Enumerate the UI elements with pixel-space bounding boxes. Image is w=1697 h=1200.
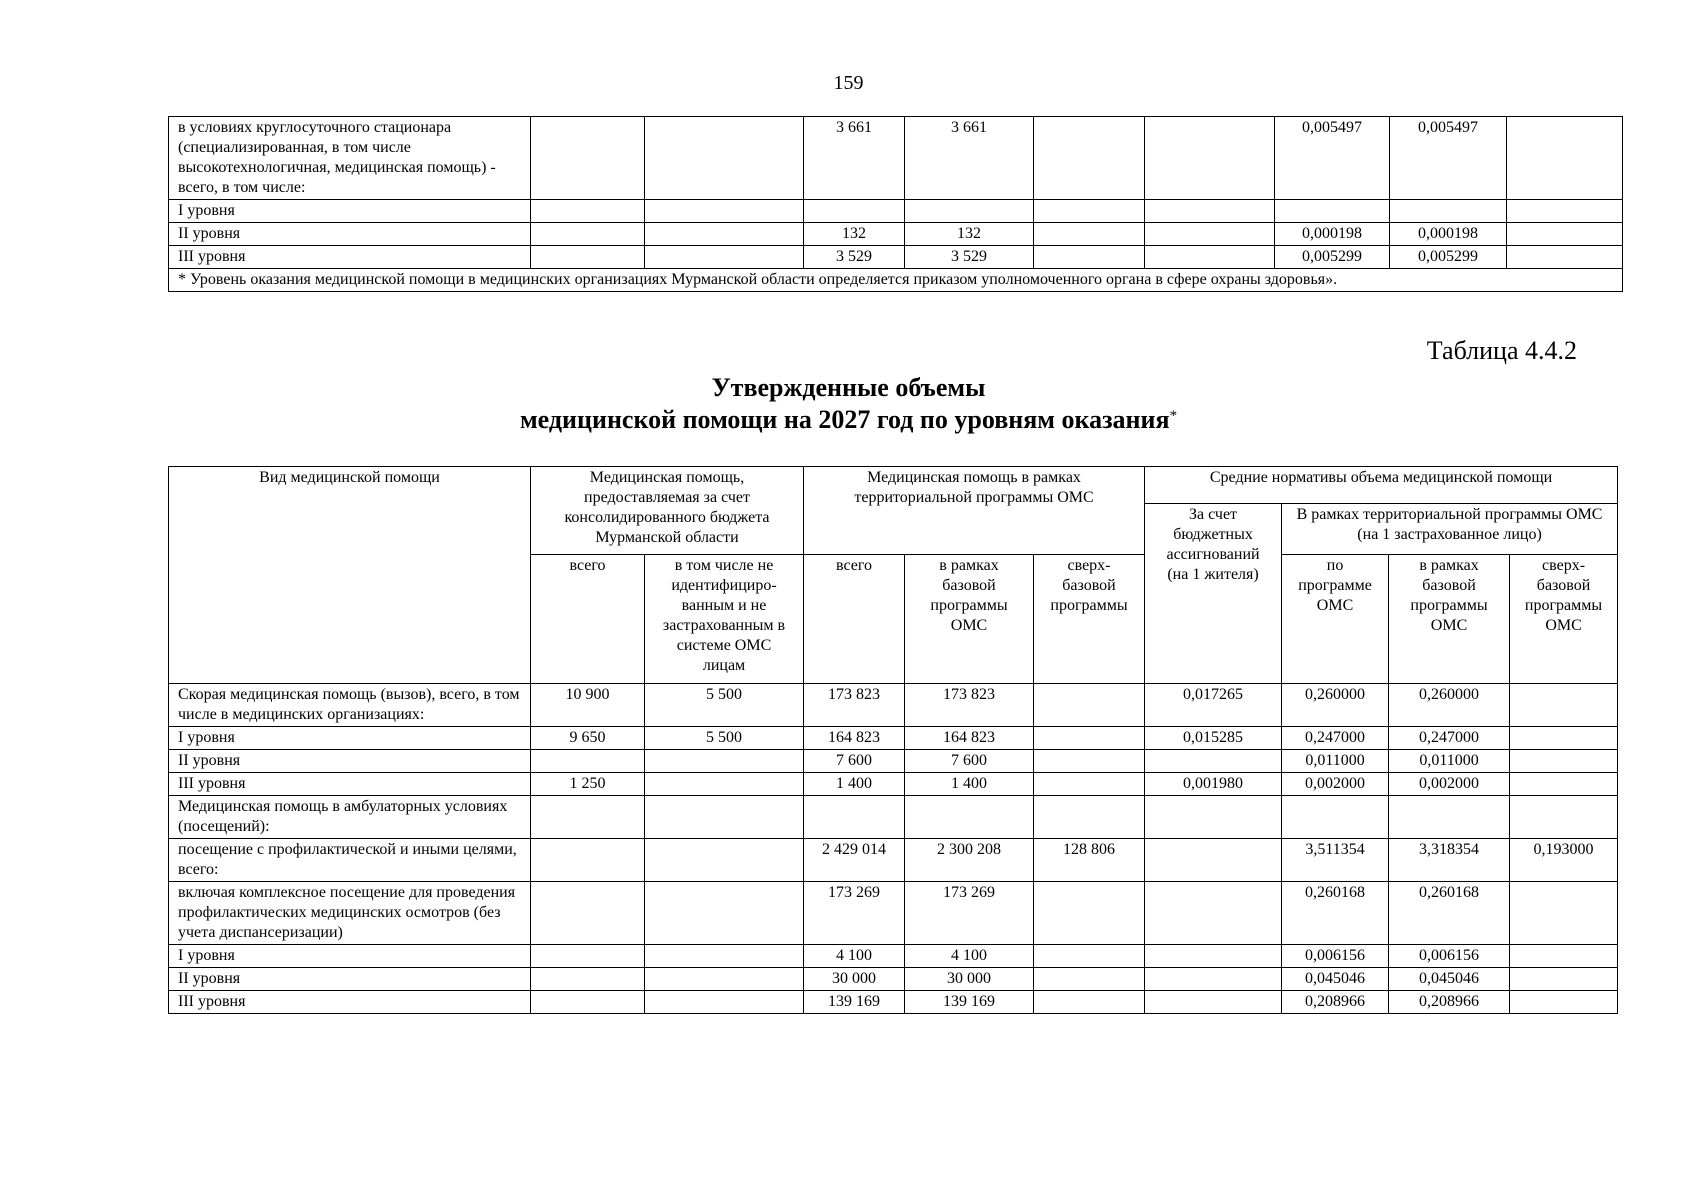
header-base-program: в рамках базовой программы ОМС	[905, 555, 1034, 684]
row-label: II уровня	[169, 223, 531, 246]
cell-c1	[531, 945, 645, 968]
cell-c8: 0,260000	[1389, 684, 1510, 727]
cell-c7: 3,511354	[1282, 839, 1389, 882]
row-label: Скорая медицинская помощь (вызов), всего, в том числе в медицинских организациях:	[169, 684, 531, 727]
cell-c1: 10 900	[531, 684, 645, 727]
cell-c3: 132	[804, 223, 905, 246]
cell-c3: 2 429 014	[804, 839, 905, 882]
table-row	[169, 750, 1618, 773]
row-label: II уровня	[169, 968, 531, 991]
cell-c2: 5 500	[645, 727, 804, 750]
cell-c4: 173 269	[905, 882, 1034, 945]
table-row	[169, 223, 1623, 246]
cell-c2	[645, 117, 804, 200]
row-label: Медицинская помощь в амбулаторных условиях (посещений):	[169, 796, 531, 839]
cell-c2	[645, 223, 804, 246]
continued-table	[168, 116, 1623, 292]
cell-c5	[1034, 991, 1145, 1014]
title-footnote-mark: *	[1169, 408, 1178, 424]
cell-c6	[1145, 223, 1275, 246]
cell-c9	[1510, 968, 1618, 991]
cell-c6: 0,017265	[1145, 684, 1282, 727]
cell-c1	[531, 882, 645, 945]
cell-c7	[1282, 796, 1389, 839]
cell-c1: 1 250	[531, 773, 645, 796]
cell-c9	[1510, 991, 1618, 1014]
cell-c5	[1034, 968, 1145, 991]
cell-c3	[804, 796, 905, 839]
row-label: III уровня	[169, 773, 531, 796]
header-above-base-norm: сверх-базовой программы ОМС	[1510, 555, 1618, 684]
cell-c7: 0,011000	[1282, 750, 1389, 773]
cell-c2	[645, 750, 804, 773]
cell-c8: 0,000198	[1390, 223, 1507, 246]
cell-c7: 0,260168	[1282, 882, 1389, 945]
cell-c9	[1507, 117, 1623, 200]
cell-c1	[531, 968, 645, 991]
cell-c5	[1034, 750, 1145, 773]
cell-c6	[1145, 991, 1282, 1014]
cell-c1	[531, 796, 645, 839]
page-number: 159	[833, 72, 864, 94]
cell-c9	[1510, 773, 1618, 796]
cell-c9	[1507, 200, 1623, 223]
cell-c3: 173 269	[804, 882, 905, 945]
header-unidentified: в том числе не идентифициро-ванным и не застрахованным в системе ОМС лицам	[645, 555, 804, 684]
cell-c8: 0,005497	[1390, 117, 1507, 200]
cell-c4	[905, 796, 1034, 839]
cell-c2	[645, 882, 804, 945]
cell-c6	[1145, 839, 1282, 882]
cell-c4: 30 000	[905, 968, 1034, 991]
cell-c1	[531, 200, 645, 223]
table-row	[169, 117, 1623, 200]
cell-c5	[1034, 882, 1145, 945]
cell-c6	[1145, 750, 1282, 773]
cell-c4: 4 100	[905, 945, 1034, 968]
cell-c7	[1275, 200, 1390, 223]
title-line-2-text: медицинской помощи на 2027 год по уровням оказания	[519, 405, 1170, 434]
cell-c8: 0,045046	[1389, 968, 1510, 991]
cell-c7: 0,000198	[1275, 223, 1390, 246]
cell-c4: 3 661	[905, 117, 1034, 200]
cell-c8: 0,247000	[1389, 727, 1510, 750]
cell-c1	[531, 117, 645, 200]
header-budget-group: Медицинская помощь, предоставляемая за счет консолидированного бюджета Мурманской области	[531, 467, 804, 555]
header-oms-per-person: В рамках территориальной программы ОМС (на 1 застрахованное лицо)	[1282, 504, 1618, 555]
cell-c2	[645, 839, 804, 882]
cell-c9: 0,193000	[1510, 839, 1618, 882]
cell-c9	[1510, 727, 1618, 750]
cell-c3: 4 100	[804, 945, 905, 968]
cell-c7: 0,005299	[1275, 246, 1390, 269]
row-label: в условиях круглосуточного стационара (специализированная, в том числе высокотехнологичная, медицинская помощь) - всего, в том числе:	[169, 117, 531, 200]
cell-c1	[531, 991, 645, 1014]
table-row	[169, 246, 1623, 269]
header-kind: Вид медицинской помощи	[169, 467, 531, 684]
cell-c3	[804, 200, 905, 223]
cell-c3: 1 400	[804, 773, 905, 796]
table-row	[169, 991, 1618, 1014]
header-oms-total: всего	[804, 555, 905, 684]
cell-c5	[1034, 945, 1145, 968]
cell-c5	[1034, 684, 1145, 727]
row-label: I уровня	[169, 727, 531, 750]
cell-c7: 0,002000	[1282, 773, 1389, 796]
cell-c5	[1034, 796, 1145, 839]
footnote-row	[169, 269, 1623, 292]
cell-c5	[1034, 200, 1145, 223]
table-row	[169, 684, 1618, 727]
cell-c5	[1034, 117, 1145, 200]
cell-c8	[1389, 796, 1510, 839]
header-norms-group: Средние нормативы объема медицинской помощи	[1145, 467, 1618, 504]
row-label: I уровня	[169, 200, 531, 223]
table-row	[169, 945, 1618, 968]
cell-c5	[1034, 727, 1145, 750]
cell-c7: 0,045046	[1282, 968, 1389, 991]
row-label: III уровня	[169, 246, 531, 269]
row-label: II уровня	[169, 750, 531, 773]
cell-c2	[645, 991, 804, 1014]
row-label: включая комплексное посещение для проведения профилактических медицинских осмотров (без учета диспансеризации)	[169, 882, 531, 945]
cell-c1: 9 650	[531, 727, 645, 750]
cell-c5: 128 806	[1034, 839, 1145, 882]
table-row	[169, 882, 1618, 945]
header-above-base: сверх-базовой программы	[1034, 555, 1145, 684]
cell-c9	[1510, 684, 1618, 727]
cell-c6	[1145, 200, 1275, 223]
cell-c2	[645, 246, 804, 269]
cell-c5	[1034, 223, 1145, 246]
cell-c6	[1145, 117, 1275, 200]
table-row	[169, 200, 1623, 223]
cell-c6: 0,001980	[1145, 773, 1282, 796]
cell-c3: 164 823	[804, 727, 905, 750]
cell-c4: 3 529	[905, 246, 1034, 269]
cell-c4: 2 300 208	[905, 839, 1034, 882]
cell-c8	[1390, 200, 1507, 223]
page-title	[0, 372, 1697, 436]
cell-c5	[1034, 773, 1145, 796]
cell-c6	[1145, 882, 1282, 945]
cell-c9	[1507, 223, 1623, 246]
cell-c8: 0,002000	[1389, 773, 1510, 796]
footnote: * Уровень оказания медицинской помощи в медицинских организациях Мурманской области определяется приказом уполномоченного органа в сфере охраны здоровья».	[169, 269, 1623, 292]
table-row	[169, 839, 1618, 882]
cell-c2	[645, 968, 804, 991]
cell-c4	[905, 200, 1034, 223]
cell-c5	[1034, 246, 1145, 269]
cell-c3: 3 661	[804, 117, 905, 200]
cell-c8: 0,260168	[1389, 882, 1510, 945]
table-row	[169, 968, 1618, 991]
cell-c1	[531, 223, 645, 246]
cell-c9	[1510, 796, 1618, 839]
cell-c3: 3 529	[804, 246, 905, 269]
cell-c2	[645, 796, 804, 839]
header-oms-group: Медицинская помощь в рамках территориальной программы ОМС	[804, 467, 1145, 555]
cell-c9	[1510, 882, 1618, 945]
table-row	[169, 796, 1618, 839]
header-base-program-norm: в рамках базовой программы ОМС	[1389, 555, 1510, 684]
cell-c9	[1507, 246, 1623, 269]
row-label: I уровня	[169, 945, 531, 968]
cell-c8: 0,011000	[1389, 750, 1510, 773]
cell-c6	[1145, 968, 1282, 991]
cell-c4: 7 600	[905, 750, 1034, 773]
cell-c9	[1510, 945, 1618, 968]
cell-c2: 5 500	[645, 684, 804, 727]
cell-c7: 0,005497	[1275, 117, 1390, 200]
cell-c4: 1 400	[905, 773, 1034, 796]
cell-c1	[531, 246, 645, 269]
cell-c6: 0,015285	[1145, 727, 1282, 750]
cell-c3: 139 169	[804, 991, 905, 1014]
cell-c3: 173 823	[804, 684, 905, 727]
cell-c2	[645, 773, 804, 796]
cell-c9	[1510, 750, 1618, 773]
table-row	[169, 727, 1618, 750]
cell-c3: 7 600	[804, 750, 905, 773]
cell-c7: 0,260000	[1282, 684, 1389, 727]
header-by-program: по программе ОМС	[1282, 555, 1389, 684]
cell-c1	[531, 750, 645, 773]
cell-c7: 0,208966	[1282, 991, 1389, 1014]
volumes-table	[168, 466, 1618, 1014]
cell-c3: 30 000	[804, 968, 905, 991]
cell-c4: 173 823	[905, 684, 1034, 727]
table-row	[169, 773, 1618, 796]
title-line-2	[0, 404, 1697, 436]
cell-c4: 139 169	[905, 991, 1034, 1014]
cell-c4: 164 823	[905, 727, 1034, 750]
cell-c7: 0,247000	[1282, 727, 1389, 750]
cell-c8: 0,208966	[1389, 991, 1510, 1014]
cell-c4: 132	[905, 223, 1034, 246]
title-line-1: Утвержденные объемы	[711, 373, 986, 402]
cell-c2	[645, 945, 804, 968]
row-label: III уровня	[169, 991, 531, 1014]
row-label: посещение с профилактической и иными целями, всего:	[169, 839, 531, 882]
cell-c1	[531, 839, 645, 882]
header-budget-alloc: За счет бюджетных ассигнований (на 1 жителя)	[1145, 504, 1282, 684]
cell-c6	[1145, 796, 1282, 839]
cell-c8: 0,006156	[1389, 945, 1510, 968]
cell-c8: 3,318354	[1389, 839, 1510, 882]
cell-c6	[1145, 945, 1282, 968]
cell-c7: 0,006156	[1282, 945, 1389, 968]
cell-c6	[1145, 246, 1275, 269]
table-label: Таблица 4.4.2	[1426, 336, 1577, 365]
header-total: всего	[531, 555, 645, 684]
cell-c8: 0,005299	[1390, 246, 1507, 269]
cell-c2	[645, 200, 804, 223]
